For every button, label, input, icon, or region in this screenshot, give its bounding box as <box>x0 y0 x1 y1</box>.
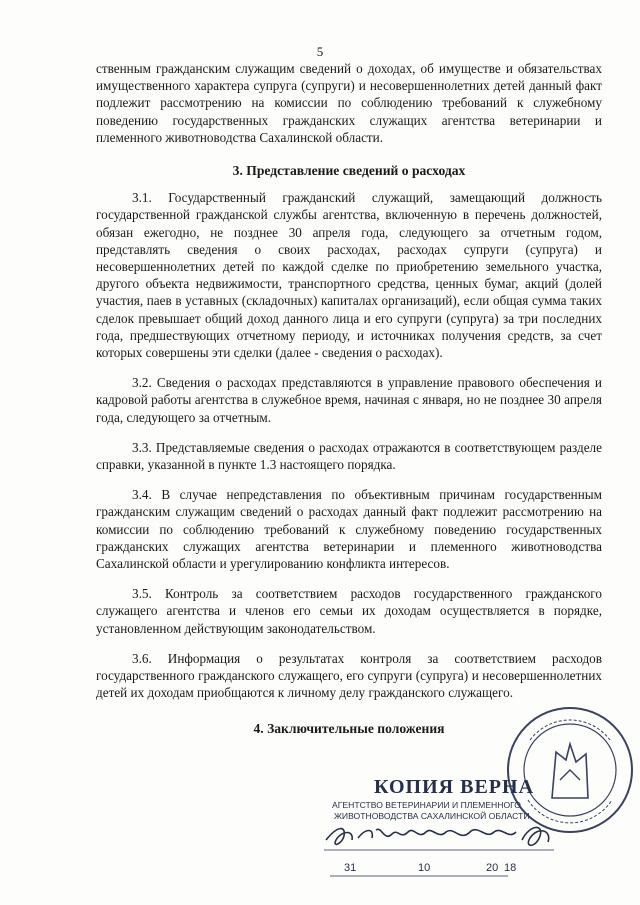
paragraph-3-5: 3.5. Контроль за соответствием расходов государственного гражданского служащего агентства и членов его семьи их доходам осуществляется в порядке, установленном действующим законодательством. <box>96 586 602 636</box>
paragraph-3-4: 3.4. В случае непредставления по объективным причинам государственным гражданским служащим сведений о расходах данный факт подлежит рассмотрению на комиссии по соблюдению требований к служебному поведению государственных гражданских служащих агентства ветеринарии и племенного животноводства Сахалинской области и урегулированию конфликта интересов. <box>96 487 602 572</box>
copy-certified-stamp <box>318 770 568 890</box>
page-number: 5 <box>316 44 324 59</box>
stamp-year-suffix: 18 <box>504 862 517 874</box>
paragraph-3-3: 3.3. Представляемые сведения о расходах отражаются в соответствующем разделе справки, указанной в пункте 1.3 настоящего порядка. <box>96 439 602 473</box>
paragraph-3-1: 3.1. Государственный гражданский служащий, замещающий должность государственной гражданской службы агентства, включенную в перечень должностей, обязан ежегодно, не позднее 30 апреля года, следующего за отчетным годом, представлять сведения о своих расходах, расходах супруги (супруга) и несовершеннолетних детей по каждой сделке по приобретению земельного участка, другого объекта недвижимости, транспортного средства, ценных бумаг, акций (долей участия, паев в уставных (складочных) капиталах организаций), если общая сумма таких сделок превышает общий доход данного лица и его супруги (супруга) за три последних года, предшествующих отчетному периоду, и источниках получения средств, за счет которых совершены эти сделки (далее - сведения о расходах). <box>96 190 602 361</box>
stamp-agency-line-1: АГЕНТСТВО ВЕТЕРИНАРИИ И ПЛЕМЕННОГО <box>332 800 521 810</box>
stamp-day: 31 <box>344 862 357 874</box>
paragraph-3-2: 3.2. Сведения о расходах представляются в управление правового обеспечения и кадровой работы агентства в служебное время, начиная с января, но не позднее 30 апреля года, следующего за отчетным. <box>96 375 602 425</box>
section-4-title: 4. Заключительные положения <box>253 720 445 736</box>
paragraph-3-6: 3.6. Информация о результатах контроля за соответствием расходов государственного гражданского служащего, его супруги (супруга) и несовершеннолетних детей их доходам приобщаются к личному делу гражданского служащего. <box>96 650 602 701</box>
stamp-agency-line-2: ЖИВОТНОВОДСТВА САХАЛИНСКОЙ ОБЛАСТИ <box>334 811 530 821</box>
stamp-year-prefix: 20 <box>486 862 499 874</box>
stamp-title: КОПИЯ ВЕРНА <box>374 776 535 798</box>
stamp-month: 10 <box>418 862 431 874</box>
document-body <box>96 60 602 737</box>
intro-paragraph: ственным гражданским служащим сведений о доходах, об имуществе и обязательствах имущественного характера супруга (супруги) и несовершеннолетних детей данный факт подлежит рассмотрению на комиссии по соблюдению требований к служебному поведению государственных гражданских служащих агентства ветеринарии и племенного животноводства Сахалинской области. <box>96 61 602 145</box>
section-3-title: 3. Представление сведений о расходах <box>232 163 466 179</box>
